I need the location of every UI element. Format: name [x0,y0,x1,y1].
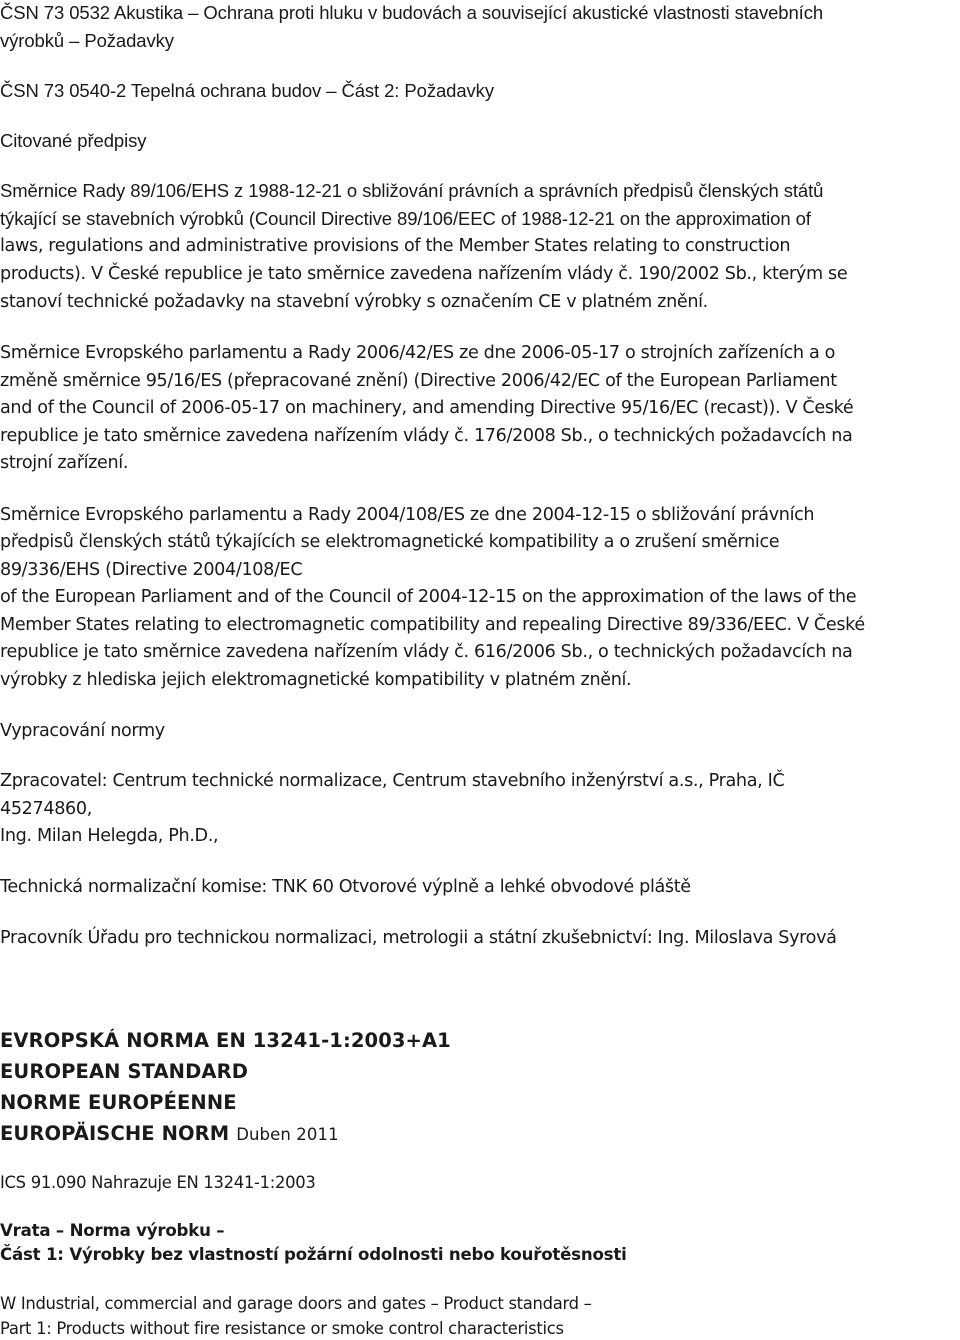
directive-2004-108-line-4: of the European Parliament and of the Council of 2004-12-15 on the approximation of the laws of the [0,587,857,607]
directive-89-106-line-5: stanoví technické požadavky na stavební výrobky s označením CE v platném znění. [0,292,708,312]
office-worker: Pracovník Úřadu pro technickou normalizaci, metrologii a státní zkušebnictví: Ing. Miloslava Syrová [0,928,837,948]
preparation-heading: Vypracování normy [0,721,165,741]
europaische-norm-title: EUROPÄISCHE NORM [0,1122,230,1145]
ics-replaces: ICS 91.090 Nahrazuje EN 13241-1:2003 [0,1173,316,1192]
directive-2006-42-line-4: republice je tato směrnice zavedena nařízením vlády č. 176/2008 Sb., o technických požadavcích na [0,426,853,446]
technical-committee: Technická normalizační komise: TNK 60 Otvorové výplně a lehké obvodové pláště [0,877,691,897]
european-standard-title: EUROPEAN STANDARD [0,1060,248,1083]
directive-2004-108-line-7: výrobky z hlediska jejich elektromagnetické kompatibility v platném znění. [0,670,632,690]
czech-title-line-2: Část 1: Výrobky bez vlastností požární odolnosti nebo kouřotěsnosti [0,1245,627,1264]
directive-2004-108-line-3: 89/336/EHS (Directive 2004/108/EC [0,560,303,580]
standard-csn-73-0532-line-1: ČSN 73 0532 Akustika – Ochrana proti hluku v budovách a související akustické vlastnosti stavebních [0,2,824,23]
directive-2006-42-line-3: and of the Council of 2006-05-17 on machinery, and amending Directive 95/16/EC (recast)). V České [0,398,854,418]
directive-2004-108-line-6: republice je tato směrnice zavedena nařízením vlády č. 616/2006 Sb., o technických požadavcích na [0,642,853,662]
english-title-line-1: W Industrial, commercial and garage doors and gates – Product standard – [0,1294,592,1313]
directive-89-106-line-1: Směrnice Rady 89/106/EHS z 1988-12-21 o sbližování právních a správních předpisů členských států [0,180,824,201]
directive-89-106-line-3: laws, regulations and administrative provisions of the Member States relating to construction [0,236,791,256]
standard-csn-73-0540-2: ČSN 73 0540-2 Tepelná ochrana budov – Část 2: Požadavky [0,80,494,101]
standard-date: Duben 2011 [236,1125,339,1144]
directive-2004-108-line-1: Směrnice Evropského parlamentu a Rady 2004/108/ES ze dne 2004-12-15 o sbližování právních [0,505,815,525]
directive-2004-108-line-5: Member States relating to electromagnetic compatibility and repealing Directive 89/336/EEC. V České [0,615,865,635]
en-standard-title: EVROPSKÁ NORMA EN 13241-1:2003+A1 [0,1029,451,1052]
directive-2004-108-line-2: předpisů členských států týkajících se elektromagnetické kompatibility a o zrušení směrnice [0,532,780,552]
processor-line-3: Ing. Milan Helegda, Ph.D., [0,826,219,846]
cited-regulations-heading: Citované předpisy [0,130,147,151]
directive-89-106-line-4: products). V České republice je tato směrnice zavedena nařízením vlády č. 190/2002 Sb., kterým se [0,264,848,284]
norme-europeenne-title: NORME EUROPÉENNE [0,1091,237,1114]
processor-line-1: Zpracovatel: Centrum technické normalizace, Centrum stavebního inženýrství a.s., Praha, IČ [0,771,785,791]
directive-2006-42-line-2: změně směrnice 95/16/ES (přepracované znění) (Directive 2006/42/EC of the European Parliament [0,371,837,391]
standard-csn-73-0532-line-2: výrobků – Požadavky [0,30,174,51]
czech-title-line-1: Vrata – Norma výrobku – [0,1221,225,1240]
directive-2006-42-line-1: Směrnice Evropského parlamentu a Rady 2006/42/ES ze dne 2006-05-17 o strojních zařízeních a o [0,343,836,363]
europaische-norm-line [0,1122,339,1145]
directive-89-106-line-2: týkající se stavebních výrobků (Council Directive 89/106/EEC of 1988-12-21 on the approximation of [0,208,811,229]
processor-line-2: 45274860, [0,799,92,819]
english-title-line-2: Part 1: Products without fire resistance or smoke control characteristics [0,1319,564,1338]
directive-2006-42-line-5: strojní zařízení. [0,453,129,473]
